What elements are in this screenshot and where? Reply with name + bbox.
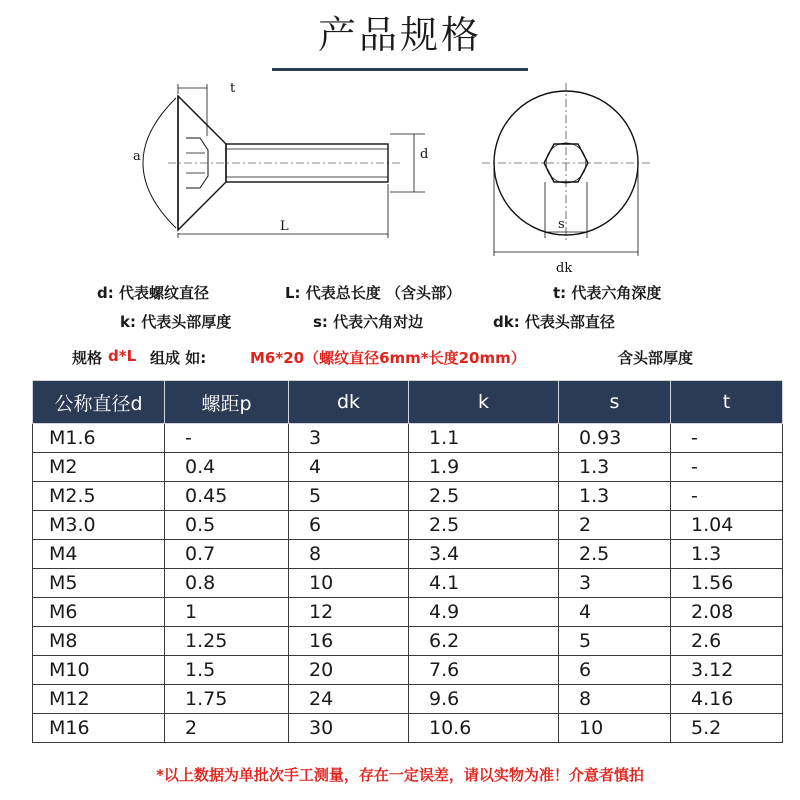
header-pitch: 螺距p (165, 381, 289, 424)
table-row (33, 598, 783, 627)
table-row (33, 685, 783, 714)
table-cell: 1.3 (559, 453, 671, 482)
dim-label-dk: dk (556, 261, 573, 276)
header-nominal-diameter: 公称直径d (33, 381, 165, 424)
table-cell: 1.1 (409, 424, 559, 453)
table-cell: 2 (559, 511, 671, 540)
table-cell: 4.16 (671, 685, 783, 714)
table-header-row (33, 381, 783, 424)
table-cell: 1.56 (671, 569, 783, 598)
table-cell: 4.9 (409, 598, 559, 627)
table-cell: 7.6 (409, 656, 559, 685)
table-cell: M8 (33, 627, 165, 656)
table-cell: 8 (289, 540, 409, 569)
table-cell: 6 (289, 511, 409, 540)
table-row (33, 627, 783, 656)
table-cell: - (671, 453, 783, 482)
header-s: s (559, 381, 671, 424)
table-cell: 2.08 (671, 598, 783, 627)
table-cell: - (671, 482, 783, 511)
table-cell: 3.12 (671, 656, 783, 685)
table-row (33, 540, 783, 569)
table-cell: 0.5 (165, 511, 289, 540)
table-row (33, 511, 783, 540)
table-cell: 6 (559, 656, 671, 685)
table-cell: 20 (289, 656, 409, 685)
table-cell: 0.7 (165, 540, 289, 569)
table-cell: - (165, 424, 289, 453)
header-t: t (671, 381, 783, 424)
table-cell: 16 (289, 627, 409, 656)
table-row (33, 482, 783, 511)
table-cell: 3.4 (409, 540, 559, 569)
table-cell: 4 (289, 453, 409, 482)
table-row (33, 453, 783, 482)
table-cell: 0.93 (559, 424, 671, 453)
table-cell: 2.5 (559, 540, 671, 569)
table-cell: M4 (33, 540, 165, 569)
legend-L: L: 代表总长度 （含头部） (285, 284, 462, 302)
table-row (33, 424, 783, 453)
spec-example: M6*20（螺纹直径6mm*长度20mm） (250, 349, 526, 367)
table-cell: 10 (559, 714, 671, 743)
table-cell: M1.6 (33, 424, 165, 453)
table-cell: 1.3 (559, 482, 671, 511)
spec-formula: d*L (108, 347, 137, 365)
dim-label-t: t (230, 81, 236, 96)
table-cell: M12 (33, 685, 165, 714)
table-cell: 4 (559, 598, 671, 627)
table-row (33, 714, 783, 743)
table-cell: M5 (33, 569, 165, 598)
table-cell: M16 (33, 714, 165, 743)
table-cell: 4.1 (409, 569, 559, 598)
table-cell: M2 (33, 453, 165, 482)
dim-label-L: L (280, 219, 289, 234)
table-cell: 30 (289, 714, 409, 743)
table-cell: M10 (33, 656, 165, 685)
table-cell: 3 (289, 424, 409, 453)
table-cell: 2.5 (409, 482, 559, 511)
spec-prefix: 规格 (72, 349, 103, 367)
title-underline (272, 68, 528, 71)
table-cell: 2.5 (409, 511, 559, 540)
page-title: 产品规格 (317, 13, 482, 57)
table-cell: 5.2 (671, 714, 783, 743)
disclaimer-footnote: *以上数据为单批次手工测量，存在一定误差，请以实物为准！介意者慎拍 (156, 766, 644, 784)
table-cell: 0.8 (165, 569, 289, 598)
table-cell: 1.75 (165, 685, 289, 714)
table-cell: M2.5 (33, 482, 165, 511)
table-cell: 24 (289, 685, 409, 714)
header-k: k (409, 381, 559, 424)
table-cell: 8 (559, 685, 671, 714)
dim-label-s: s (558, 217, 565, 232)
table-cell: 10 (289, 569, 409, 598)
table-cell: 1.5 (165, 656, 289, 685)
table-cell: 1.9 (409, 453, 559, 482)
table-cell: 12 (289, 598, 409, 627)
table-cell: 1.25 (165, 627, 289, 656)
spec-table (32, 380, 783, 743)
legend-t: t: 代表六角深度 (553, 284, 662, 302)
table-cell: 3 (559, 569, 671, 598)
table-cell: 5 (289, 482, 409, 511)
table-cell: 6.2 (409, 627, 559, 656)
header-dk: dk (289, 381, 409, 424)
table-cell: 10.6 (409, 714, 559, 743)
table-cell: 2 (165, 714, 289, 743)
spec-suffix: 含头部厚度 (618, 349, 694, 367)
table-cell: 0.4 (165, 453, 289, 482)
dim-label-d: d (420, 147, 429, 162)
legend-k: k: 代表头部厚度 (120, 313, 232, 331)
spec-middle: 组成 如: (150, 349, 207, 367)
screw-dimension-diagram (0, 78, 800, 278)
dim-label-a: a (133, 149, 141, 164)
table-cell: 1.3 (671, 540, 783, 569)
table-cell: 9.6 (409, 685, 559, 714)
table-cell: 1 (165, 598, 289, 627)
table-cell: 5 (559, 627, 671, 656)
legend-dk: dk: 代表头部直径 (493, 313, 615, 331)
table-cell: 1.04 (671, 511, 783, 540)
table-cell: M6 (33, 598, 165, 627)
table-row (33, 569, 783, 598)
table-cell: - (671, 424, 783, 453)
table-cell: 0.45 (165, 482, 289, 511)
legend-d: d: 代表螺纹直径 (97, 284, 209, 302)
legend-s: s: 代表六角对边 (313, 313, 424, 331)
table-cell: 2.6 (671, 627, 783, 656)
table-row (33, 656, 783, 685)
table-cell: M3.0 (33, 511, 165, 540)
